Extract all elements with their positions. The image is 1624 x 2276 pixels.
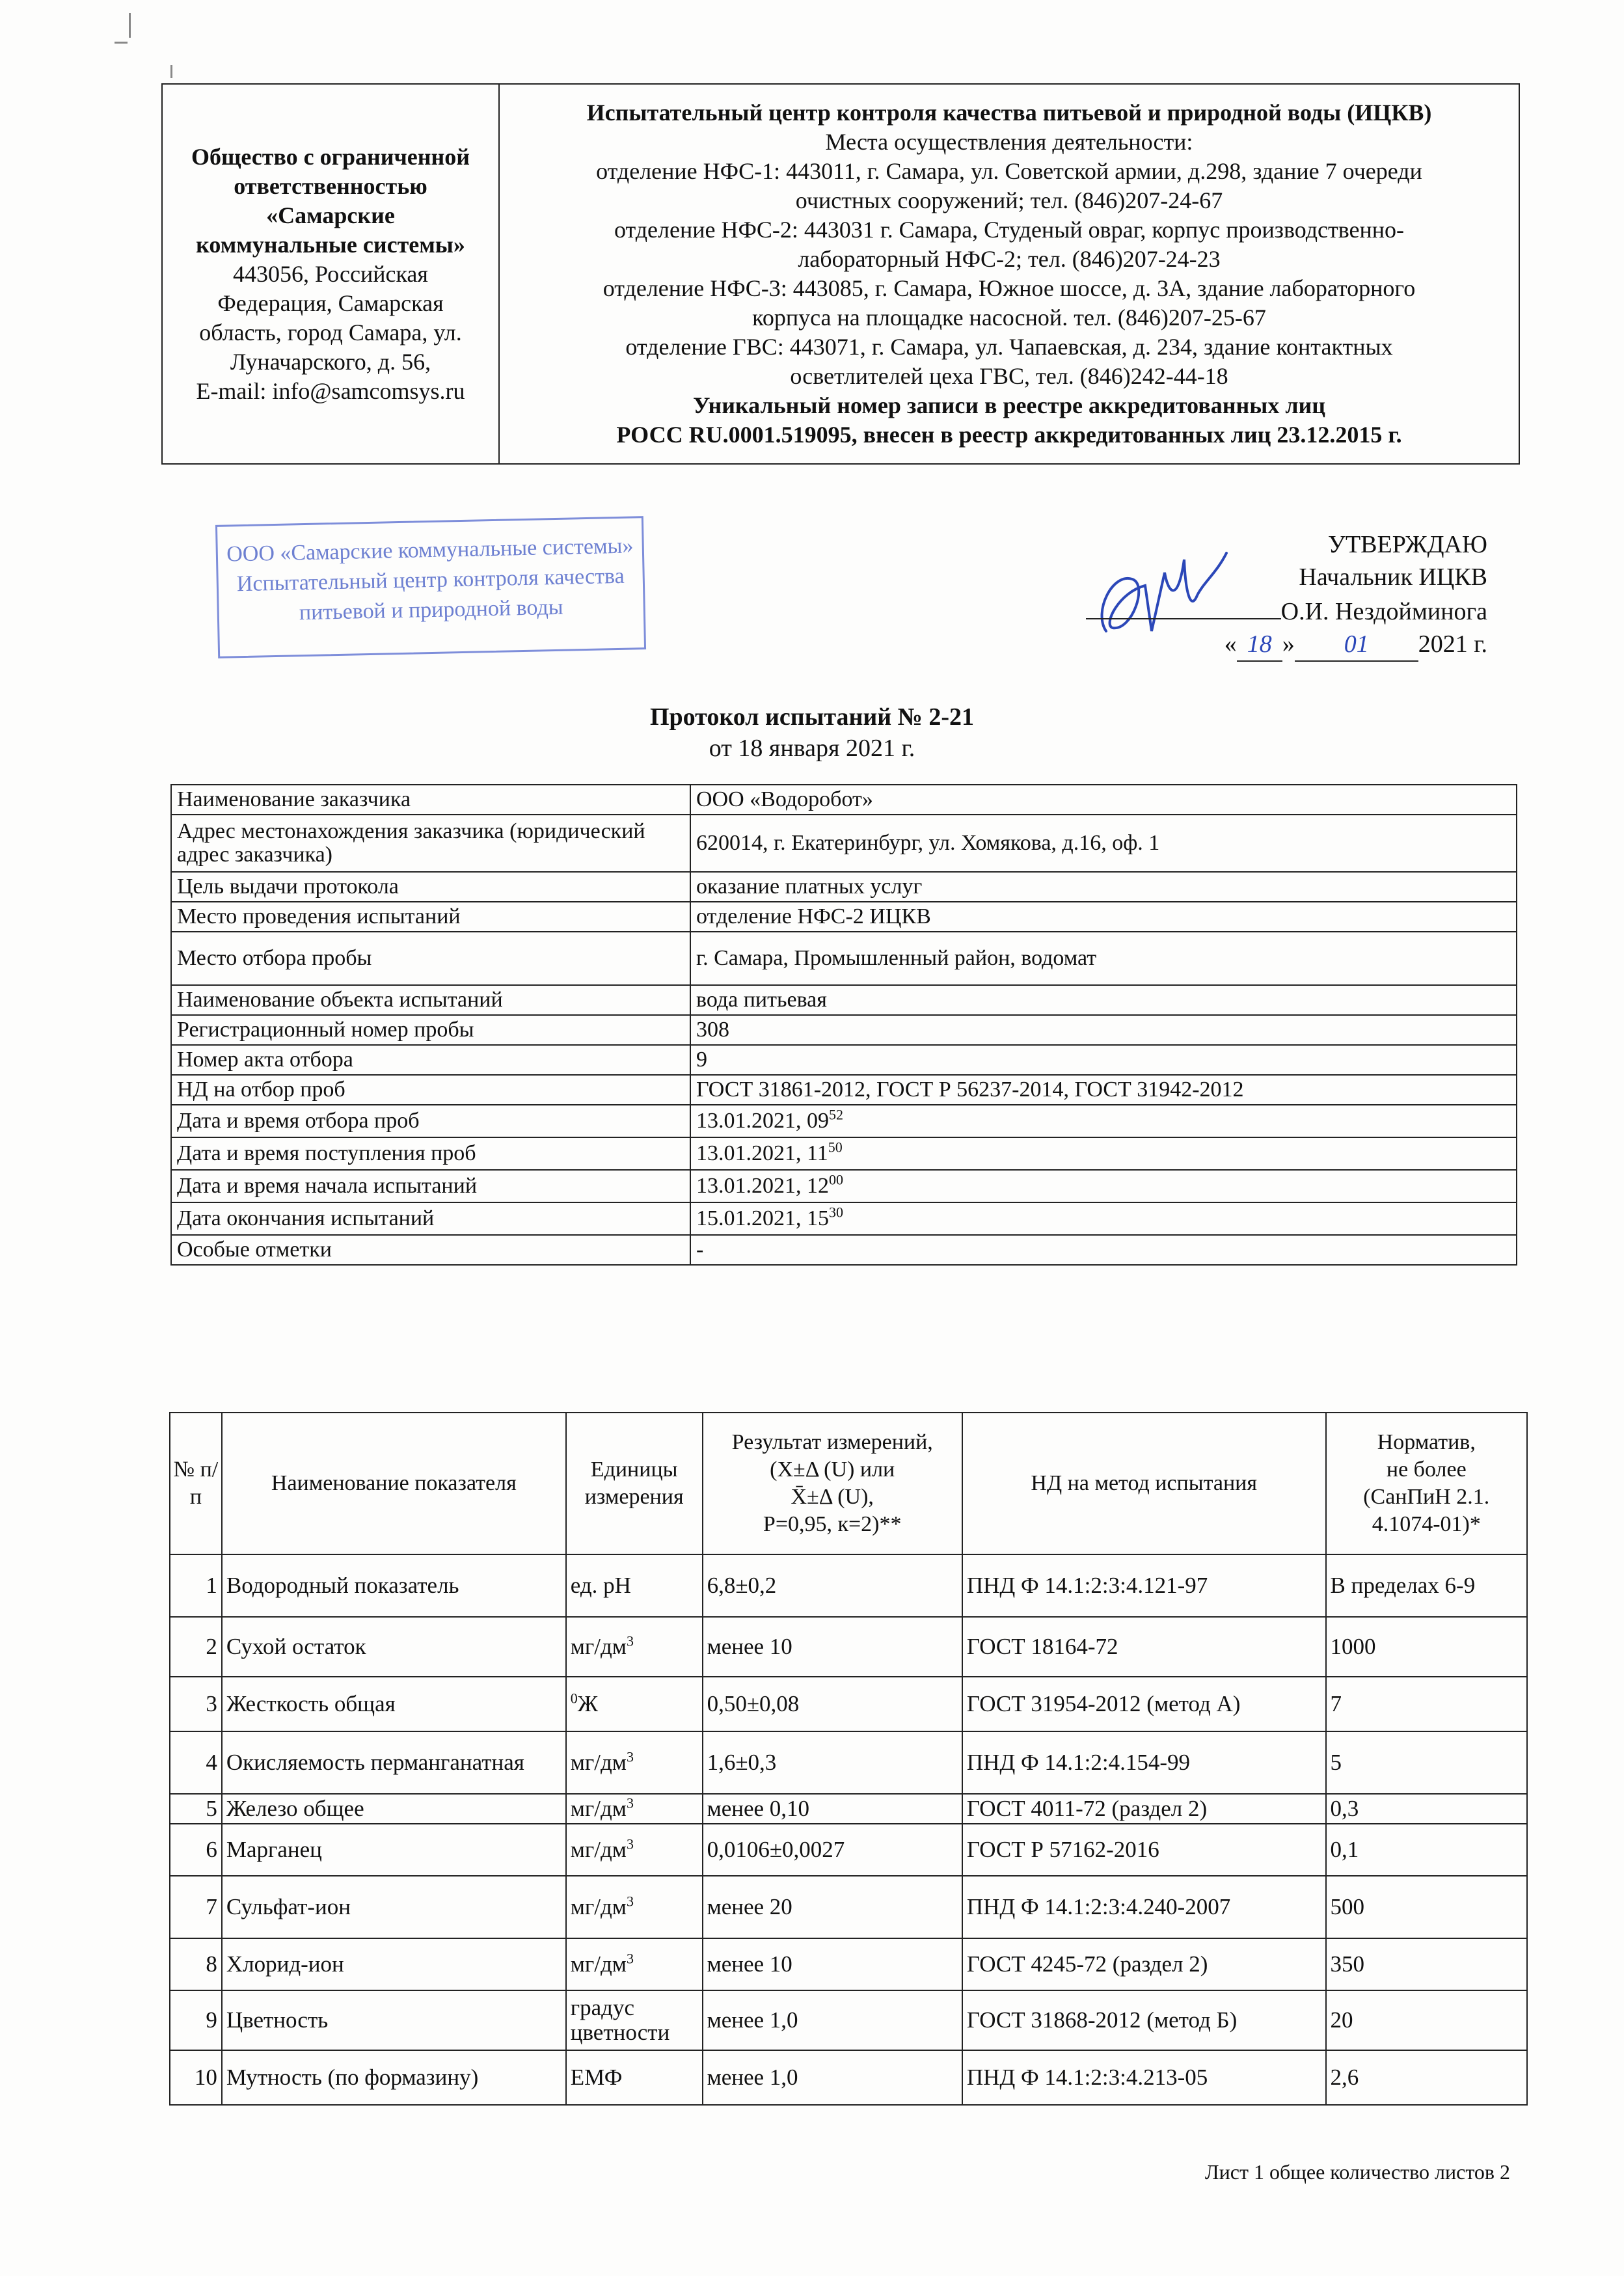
org-line: ответственностью [234, 172, 427, 199]
row-number: 4 [170, 1731, 222, 1794]
test-method: ПНД Ф 14.1:2:3:4.240-2007 [962, 1876, 1326, 1938]
info-row [171, 1235, 1517, 1265]
info-value [690, 1045, 1517, 1075]
protocol-heading [0, 701, 1624, 764]
info-row [171, 1015, 1517, 1045]
header-table [161, 83, 1520, 465]
col-method: НД на метод испытания [962, 1413, 1326, 1554]
date-open-quote: « [1224, 630, 1237, 658]
center-line: очистных сооружений; тел. (846)207-24-67 [795, 187, 1223, 213]
info-label: Наименование объекта испытаний [171, 985, 690, 1015]
unit-superscript: 3 [626, 1795, 634, 1811]
col-unit: Единицы измерения [566, 1413, 703, 1554]
row-number: 2 [170, 1617, 222, 1677]
info-row [171, 1075, 1517, 1105]
measurement-result: 1,6±0,3 [703, 1731, 962, 1794]
result-row [170, 1876, 1527, 1938]
row-number: 9 [170, 1990, 222, 2050]
info-value [690, 1137, 1517, 1170]
measurement-result: менее 10 [703, 1617, 962, 1677]
info-value-text: ГОСТ 31861-2012, ГОСТ Р 56237-2014, ГОСТ 31942-2012 [696, 1077, 1244, 1102]
approval-day: 18 [1237, 628, 1282, 662]
info-label: Особые отметки [171, 1235, 690, 1265]
info-row [171, 1137, 1517, 1170]
measurement-result: менее 1,0 [703, 2050, 962, 2105]
result-row [170, 1990, 1527, 2050]
measurement-result: 6,8±0,2 [703, 1554, 962, 1617]
standard-limit: 0,3 [1326, 1794, 1527, 1824]
info-value-text: оказание платных услуг [696, 874, 923, 899]
row-number: 8 [170, 1938, 222, 1990]
test-method: ПНД Ф 14.1:2:4.154-99 [962, 1731, 1326, 1794]
info-value [690, 1235, 1517, 1265]
approval-month: 01 [1295, 628, 1418, 662]
unit-text: мг/дм [570, 1837, 627, 1862]
indicator-name: Водородный показатель [222, 1554, 566, 1617]
unit-superscript: 0 [570, 1690, 578, 1707]
info-value [690, 1075, 1517, 1105]
indicator-name: Марганец [222, 1824, 566, 1876]
standard-limit: 0,1 [1326, 1824, 1527, 1876]
stamp-line: питьевой и природной воды [299, 595, 563, 625]
result-row [170, 1731, 1527, 1794]
info-row [171, 1045, 1517, 1075]
unit-superscript: 3 [626, 1950, 634, 1967]
test-method: ГОСТ 4011-72 (раздел 2) [962, 1794, 1326, 1824]
info-row [171, 1170, 1517, 1202]
center-line: отделение НФС-2: 443031 г. Самара, Студеный овраг, корпус производственно- [614, 217, 1405, 243]
info-label: Дата и время поступления проб [171, 1137, 690, 1170]
unit-of-measure: градус цветности [566, 1990, 703, 2050]
col-result-line: X̄±Δ (U), [791, 1485, 874, 1509]
result-row [170, 1938, 1527, 1990]
row-number: 1 [170, 1554, 222, 1617]
approval-year: 2021 г. [1418, 630, 1487, 658]
protocol-title: Протокол испытаний № 2-21 [649, 703, 975, 731]
standard-limit: 500 [1326, 1876, 1527, 1938]
info-value [690, 1202, 1517, 1235]
measurement-result: менее 10 [703, 1938, 962, 1990]
unit-text: мг/дм [570, 1796, 627, 1821]
info-time-minutes: 30 [829, 1204, 843, 1221]
result-row [170, 1677, 1527, 1731]
standard-limit: 2,6 [1326, 2050, 1527, 2105]
row-number: 10 [170, 2050, 222, 2105]
org-line: Федерация, Самарская [217, 290, 444, 316]
indicator-name: Окисляемость перманганатная [222, 1731, 566, 1794]
info-row [171, 872, 1517, 902]
info-label: Наименование заказчика [171, 785, 690, 815]
info-value-text: 13.01.2021, 09 [696, 1109, 829, 1133]
approver-name-line [1019, 593, 1487, 628]
standard-limit: 5 [1326, 1731, 1527, 1794]
indicator-name: Хлорид-ион [222, 1938, 566, 1990]
unit-of-measure [566, 1731, 703, 1794]
info-label: Цель выдачи протокола [171, 872, 690, 902]
page-footer: Лист 1 общее количество листов 2 [1204, 2160, 1510, 2184]
measurement-result: менее 20 [703, 1876, 962, 1938]
org-line: «Самарские [266, 202, 395, 228]
info-value-text: вода питьевая [696, 988, 827, 1012]
unit-text: мг/дм [570, 1750, 627, 1775]
col-norm-line: не более [1386, 1457, 1467, 1482]
unit-superscript: 3 [626, 1893, 634, 1910]
info-value [690, 1170, 1517, 1202]
organization-cell [162, 84, 499, 464]
standard-limit: 20 [1326, 1990, 1527, 2050]
measurement-result: 0,0106±0,0027 [703, 1824, 962, 1876]
col-norm-line: 4.1074-01)* [1372, 1512, 1481, 1536]
sample-info-table [170, 784, 1517, 1266]
result-row [170, 1554, 1527, 1617]
info-value [690, 785, 1517, 815]
center-title: Испытательный центр контроля качества питьевой и природной воды (ИЦКВ) [586, 100, 1432, 126]
center-line: Места осуществления деятельности: [825, 129, 1193, 155]
info-value [690, 902, 1517, 932]
signature-line [1086, 593, 1281, 619]
unit-of-measure [566, 1938, 703, 1990]
info-value-text: 308 [696, 1018, 729, 1042]
center-line: лабораторный НФС-2; тел. (846)207-24-23 [798, 246, 1221, 272]
unit-text: мг/дм [570, 1894, 627, 1919]
indicator-name: Жесткость общая [222, 1677, 566, 1731]
test-method: ГОСТ 31954-2012 (метод А) [962, 1677, 1326, 1731]
info-value [690, 872, 1517, 902]
standard-limit: 7 [1326, 1677, 1527, 1731]
info-value [690, 1015, 1517, 1045]
info-time-minutes: 00 [829, 1171, 843, 1188]
info-row [171, 932, 1517, 985]
info-value-text: 620014, г. Екатеринбург, ул. Хомякова, д.16, оф. 1 [696, 831, 1160, 855]
test-method: ПНД Ф 14.1:2:3:4.213-05 [962, 2050, 1326, 2105]
col-result-line: (X±Δ (U) или [770, 1457, 895, 1482]
test-method: ГОСТ 4245-72 (раздел 2) [962, 1938, 1326, 1990]
center-line: осветлителей цеха ГВС, тел. (846)242-44-18 [790, 363, 1228, 389]
date-close-quote: » [1282, 630, 1295, 658]
results-header-row [170, 1413, 1527, 1554]
info-value-text: - [696, 1238, 704, 1262]
stamp-line: Испытательный центр контроля качества [236, 563, 625, 597]
unit-of-measure [566, 1794, 703, 1824]
info-label: Номер акта отбора [171, 1045, 690, 1075]
org-line: Луначарского, д. 56, [230, 348, 431, 375]
info-row [171, 902, 1517, 932]
info-label: Адрес местонахождения заказчика (юридический адрес заказчика) [171, 815, 690, 872]
approver-name: О.И. Нездойминога [1280, 598, 1487, 625]
info-time-minutes: 50 [828, 1139, 843, 1156]
col-result-line: P=0,95, к=2)** [763, 1512, 902, 1536]
col-result-line: Результат измерений, [731, 1430, 933, 1454]
info-label: Место проведения испытаний [171, 902, 690, 932]
registry-line: РОСС RU.0001.519095, внесен в реестр аккредитованных лиц 23.12.2015 г. [616, 422, 1402, 448]
unit-text: мг/дм [570, 1951, 627, 1977]
info-label: Дата окончания испытаний [171, 1202, 690, 1235]
scan-mark [115, 42, 128, 44]
col-indicator: Наименование показателя [222, 1413, 566, 1554]
col-norm-line: Норматив, [1377, 1430, 1476, 1454]
info-value-text: 13.01.2021, 11 [696, 1141, 828, 1165]
info-label: Место отбора пробы [171, 932, 690, 985]
unit-superscript: 3 [626, 1836, 634, 1852]
org-line: коммунальные системы» [196, 231, 465, 258]
result-row [170, 1794, 1527, 1824]
info-row [171, 985, 1517, 1015]
row-number: 7 [170, 1876, 222, 1938]
unit-of-measure [566, 1876, 703, 1938]
result-row [170, 2050, 1527, 2105]
info-value-text: ООО «Водоробот» [696, 787, 873, 811]
measurement-result: 0,50±0,08 [703, 1677, 962, 1731]
measurement-result: менее 0,10 [703, 1794, 962, 1824]
center-line: отделение ГВС: 443071, г. Самара, ул. Чапаевская, д. 234, здание контактных [625, 334, 1393, 360]
info-value-text: 13.01.2021, 12 [696, 1174, 829, 1198]
info-value [690, 985, 1517, 1015]
info-label: Дата и время отбора проб [171, 1105, 690, 1137]
unit-text: мг/дм [570, 1634, 627, 1659]
approval-date [1019, 628, 1487, 662]
results-table [169, 1412, 1528, 2106]
standard-limit: 1000 [1326, 1617, 1527, 1677]
col-norm [1326, 1413, 1527, 1554]
col-result [703, 1413, 962, 1554]
org-line: Общество с ограниченной [191, 143, 470, 170]
standard-limit: В пределах 6-9 [1326, 1554, 1527, 1617]
info-value [690, 932, 1517, 985]
approve-label: УТВЕРЖДАЮ [1328, 531, 1487, 558]
stamp-line: ООО «Самарские коммунальные системы» [226, 534, 634, 567]
center-cell [499, 84, 1519, 464]
indicator-name: Цветность [222, 1990, 566, 2050]
unit-of-measure: ЕМФ [566, 2050, 703, 2105]
unit-superscript: 3 [626, 1748, 634, 1765]
col-norm-line: (СанПиН 2.1. [1363, 1485, 1490, 1509]
test-method: ГОСТ Р 57162-2016 [962, 1824, 1326, 1876]
unit-of-measure [566, 1617, 703, 1677]
indicator-name: Сухой остаток [222, 1617, 566, 1677]
info-row [171, 785, 1517, 815]
row-number: 5 [170, 1794, 222, 1824]
col-number: № п/п [170, 1413, 222, 1554]
info-row [171, 815, 1517, 872]
indicator-name: Мутность (по формазину) [222, 2050, 566, 2105]
info-label: Дата и время начала испытаний [171, 1170, 690, 1202]
unit-text: Ж [577, 1691, 599, 1716]
unit-of-measure [566, 1824, 703, 1876]
indicator-name: Сульфат-ион [222, 1876, 566, 1938]
test-method: ГОСТ 31868-2012 (метод Б) [962, 1990, 1326, 2050]
registry-line: Уникальный номер записи в реестре аккредитованных лиц [692, 392, 1326, 418]
row-number: 6 [170, 1824, 222, 1876]
approval-block [1019, 528, 1487, 662]
org-line: 443056, Российская [233, 260, 428, 287]
scan-mark [170, 65, 172, 78]
indicator-name: Железо общее [222, 1794, 566, 1824]
info-value-text: 15.01.2021, 15 [696, 1206, 829, 1230]
approver-position: Начальник ИЦКВ [1299, 563, 1487, 591]
info-label: Регистрационный номер пробы [171, 1015, 690, 1045]
info-label: НД на отбор проб [171, 1075, 690, 1105]
info-time-minutes: 52 [829, 1106, 843, 1123]
info-row [171, 1202, 1517, 1235]
org-line: область, город Самара, ул. [199, 319, 462, 345]
unit-of-measure: ед. рН [566, 1554, 703, 1617]
info-row [171, 1105, 1517, 1137]
test-method: ГОСТ 18164-72 [962, 1617, 1326, 1677]
test-method: ПНД Ф 14.1:2:3:4.121-97 [962, 1554, 1326, 1617]
unit-superscript: 3 [626, 1632, 634, 1649]
measurement-result: менее 1,0 [703, 1990, 962, 2050]
center-line: отделение НФС-3: 443085, г. Самара, Южное шоссе, д. 3А, здание лабораторного [602, 275, 1416, 301]
info-value [690, 1105, 1517, 1137]
center-line: отделение НФС-1: 443011, г. Самара, ул. Советской армии, д.298, здание 7 очереди [596, 158, 1422, 184]
info-value [690, 815, 1517, 872]
result-row [170, 1617, 1527, 1677]
center-line: корпуса на площадке насосной. тел. (846)207-25-67 [752, 305, 1266, 331]
info-value-text: г. Самара, Промышленный район, водомат [696, 946, 1097, 970]
standard-limit: 350 [1326, 1938, 1527, 1990]
unit-of-measure [566, 1677, 703, 1731]
scan-mark [129, 13, 131, 38]
row-number: 3 [170, 1677, 222, 1731]
org-email: E-mail: info@samcomsys.ru [196, 377, 465, 404]
lab-stamp [215, 516, 646, 658]
protocol-date: от 18 января 2021 г. [709, 735, 915, 762]
info-value-text: отделение НФС-2 ИЦКВ [696, 904, 931, 928]
info-value-text: 9 [696, 1048, 707, 1072]
result-row [170, 1824, 1527, 1876]
